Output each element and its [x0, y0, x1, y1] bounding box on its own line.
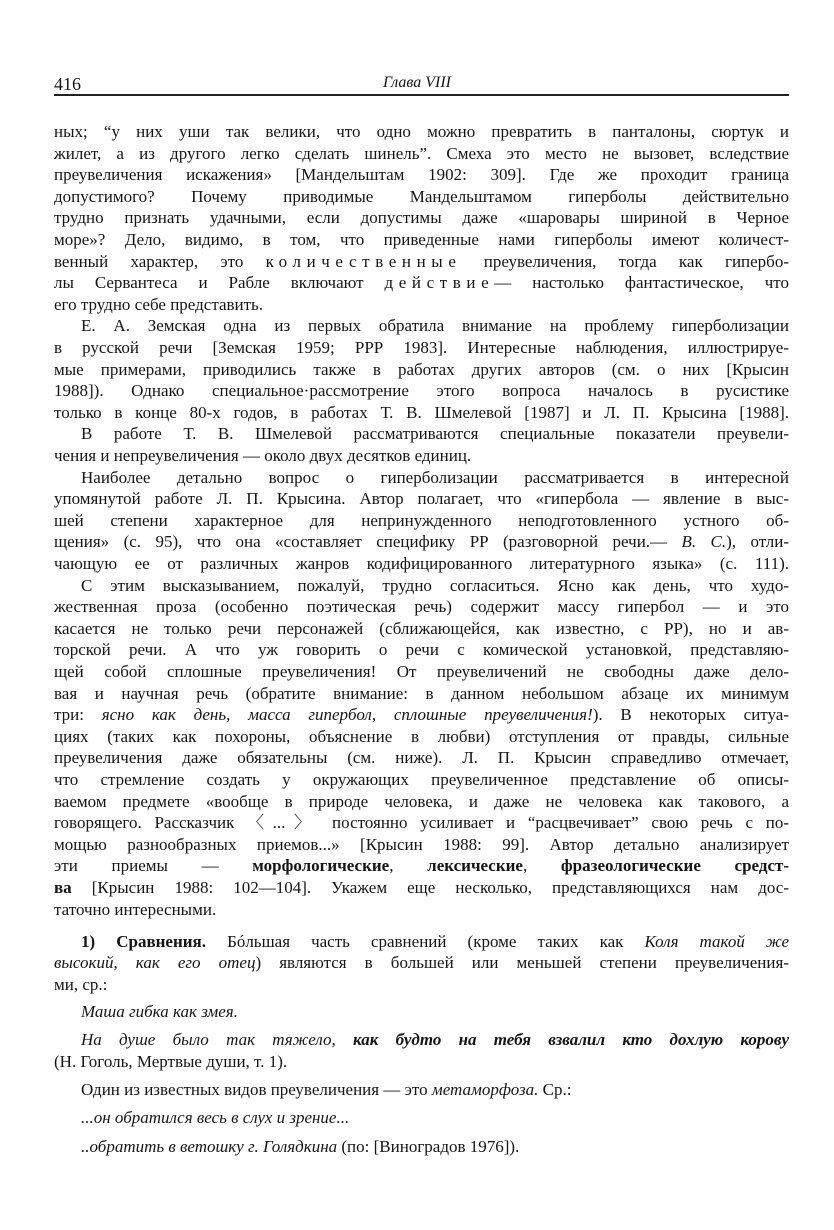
text-run: вая и научная речь (обратите внимание: в данном небольшом абзаце их минимум — [54, 683, 789, 703]
text-run: что стремление создать у окружающих преувеличенное представление об описы- — [54, 770, 789, 789]
text-run: — настолько фантастическое, что — [494, 273, 789, 293]
text-run: касается не только речи персонажей (сближающейся, как известно, с РР), но и ав- — [54, 618, 789, 638]
text-run: Один из известных видов преувеличения — это — [81, 1080, 432, 1099]
text-run: упомянутой работе Л. П. Крысина. Автор полагает, что «гипербола — явление в выс- — [54, 489, 789, 509]
text-line — [54, 931, 789, 953]
text-run: эти приемы — — [54, 856, 253, 876]
text-line — [54, 1001, 789, 1023]
text-line — [54, 272, 789, 294]
text-line — [54, 1029, 789, 1051]
text-run: в русской речи [Земская 1959; РРР 1983]. Интересные наблюдения, иллюстрируе- — [54, 338, 789, 357]
bold-run: лексические — [427, 856, 523, 876]
bold-run: 1) Сравнения. — [81, 932, 207, 951]
text-line — [54, 229, 789, 251]
text-line — [54, 877, 789, 899]
text-line — [54, 575, 789, 597]
text-run: ), отли- — [726, 532, 790, 552]
bold-run: ва — [54, 878, 72, 897]
text-run: , — [389, 856, 428, 876]
text-run: [Крысин 1988: 102—104]. Укажем еще несколько, представляющихся нам дос- — [71, 878, 789, 897]
bold-run: фразеологические средст- — [560, 856, 790, 876]
text-run: Е. А. Земская одна из первых обратила внимание на проблему гиперболизации — [81, 316, 789, 336]
text-line — [54, 380, 789, 402]
text-run: чения и непреувеличения — около двух десятков единиц. — [54, 446, 472, 465]
text-line — [54, 1107, 789, 1129]
text-run: (по: [Виноградов 1976]). — [337, 1137, 520, 1156]
text-line — [54, 747, 789, 769]
text-run: мощью разнообразных приемов...» [Крысин 1988: 99]. Автор детально анализирует — [54, 834, 789, 854]
text-run: море»? Дело, видимо, в том, что приведенные нами гиперболы имеют количест- — [54, 230, 789, 249]
text-line — [54, 661, 789, 683]
text-run: С этим высказыванием, пожалуй, трудно согласиться. Ясно как день, что худо- — [81, 575, 789, 595]
text-run: ных; “у них уши так велики, что одно можно превратить в панталоны, сюртук и — [54, 122, 789, 141]
italic-run: ..обратить в ветошку г. Голядкина — [81, 1137, 338, 1156]
text-line — [54, 974, 789, 996]
text-run: венный характер, это — [54, 251, 266, 271]
italic-run: Маша гибка как змея. — [81, 1002, 238, 1021]
text-line — [54, 834, 789, 856]
text-line — [54, 1136, 789, 1158]
italic-run: Коля такой же — [644, 932, 790, 951]
text-line — [54, 553, 789, 575]
italic-run: В. С. — [681, 532, 727, 552]
text-line — [54, 294, 789, 316]
text-run: его трудно себе представить. — [54, 294, 264, 314]
text-line — [54, 855, 789, 877]
text-run: Бóльшая часть сравнений (кроме таких как — [206, 932, 645, 951]
text-line — [54, 639, 789, 661]
text-line — [54, 1051, 789, 1073]
text-run: мые примерами, приводились также в работах других авторов (см. о них [Крысин — [54, 359, 789, 379]
text-run: торской речи. А что уж говорить о речи с комической установкой, представляю- — [54, 640, 789, 660]
text-line — [54, 402, 789, 424]
text-line — [54, 683, 789, 705]
text-line — [54, 531, 789, 553]
text-run: чающую ее от различных жанров кодифицированного литературного языка» (с. 111). — [54, 554, 789, 573]
text-run: преувеличения искажения» [Мандельштам 1902: 309]. Где же проходит граница — [54, 165, 789, 185]
text-run: 1988]). Однако специальное·рассмотрение этого вопроса началось в русистике — [54, 381, 789, 401]
text-line — [54, 445, 789, 467]
bold-run: морфологические — [252, 856, 390, 876]
text-line — [54, 791, 789, 813]
text-line — [54, 812, 789, 834]
text-run: только в конце 80-х годов, в работах Т. В. Шмелевой [1987] и Л. П. Крысина [1988]. — [54, 402, 789, 422]
text-run: щения» (с. 95), что она «составляет специфику РР (разговорной речи.— — [54, 532, 682, 552]
italic-run: На душе было так тяжело, — [81, 1030, 354, 1049]
text-run: преувеличения, тогда как гипербо- — [461, 251, 789, 271]
running-header-chapter: Глава VIII — [382, 74, 451, 91]
text-line — [54, 143, 789, 165]
text-run: ваемом предмете «вообще в природе человека, и даже не человека как такового, а — [54, 791, 789, 811]
text-run: (Н. Гоголь, Мертвые души, т. 1). — [54, 1052, 288, 1071]
text-run: говорящего. Рассказчик 〈...〉 постоянно усиливает и “расцвечивает” свою речь с по- — [54, 813, 789, 833]
text-run: таточно интересными. — [54, 899, 217, 919]
header-rule — [54, 94, 789, 96]
text-line — [54, 423, 789, 445]
text-line — [54, 251, 789, 273]
bold-run: как будто на тебя взвалил кто дохлую корову — [353, 1030, 789, 1049]
text-run: Наиболее детально вопрос о гиперболизации рассматривается в интересной — [81, 467, 789, 487]
text-run: ми, ср.: — [54, 975, 108, 994]
text-line — [54, 596, 789, 618]
text-line — [54, 164, 789, 186]
text-run: Ср.: — [538, 1080, 572, 1099]
text-run: В работе Т. В. Шмелевой рассматриваются специальные показатели преувели- — [81, 424, 789, 444]
text-run: жественная проза (особенно поэтическая речь) содержит массу гипербол — и это — [54, 597, 789, 617]
text-line — [54, 510, 789, 532]
spaced-run: действие — [384, 273, 495, 293]
text-run: щей собой сплошные преувеличения! От преувеличений не свободны даже дело- — [54, 662, 789, 681]
text-line — [54, 186, 789, 208]
text-line — [54, 618, 789, 640]
text-run: жилет, а из другого легко сделать шинель”. Смеха это место не вызовет, вследствие — [54, 143, 789, 163]
text-run: циях (таких как похороны, объяснение в любви) отступления от правды, сильные — [54, 726, 789, 746]
text-run: ). В некоторых ситуа- — [592, 705, 789, 725]
italic-run: метаморфоза. — [431, 1080, 539, 1099]
italic-run: ...он обратился весь в слух и зрение... — [81, 1108, 350, 1127]
text-line — [54, 121, 789, 143]
text-line — [54, 899, 789, 921]
page-number: 416 — [54, 74, 81, 94]
text-line — [54, 359, 789, 381]
text-line — [54, 467, 789, 489]
text-line — [54, 337, 789, 359]
text-run: три: — [54, 705, 102, 725]
text-run: преувеличения даже обязательны (см. ниже). Л. П. Крысин справедливо отмечает, — [54, 748, 789, 768]
text-run: лы Сервантеса и Рабле включают — [54, 273, 385, 293]
text-run: допустимого? Почему приводимые Мандельштамом гиперболы действительно — [54, 186, 789, 206]
text-run: трудно признать удачными, если допустимы даже «шаровары шириной в Черное — [54, 208, 789, 228]
text-line — [54, 769, 789, 791]
text-line — [54, 488, 789, 510]
text-line — [54, 315, 789, 337]
text-line — [54, 1079, 789, 1101]
spaced-run: количественные — [265, 251, 462, 271]
text-line — [54, 704, 789, 726]
text-line — [54, 952, 789, 974]
text-line — [54, 207, 789, 229]
text-run: , — [522, 856, 561, 876]
italic-run: ясно как день, масса гипербол, сплошные преувеличения! — [101, 705, 593, 725]
italic-run: высокий, как его отец — [54, 953, 256, 972]
text-line — [54, 726, 789, 748]
text-run: шей степени характерное для непринужденного неподготовленного устного об- — [54, 510, 789, 530]
text-run: ) являются в большей или меньшей степени преувеличения- — [255, 953, 789, 972]
